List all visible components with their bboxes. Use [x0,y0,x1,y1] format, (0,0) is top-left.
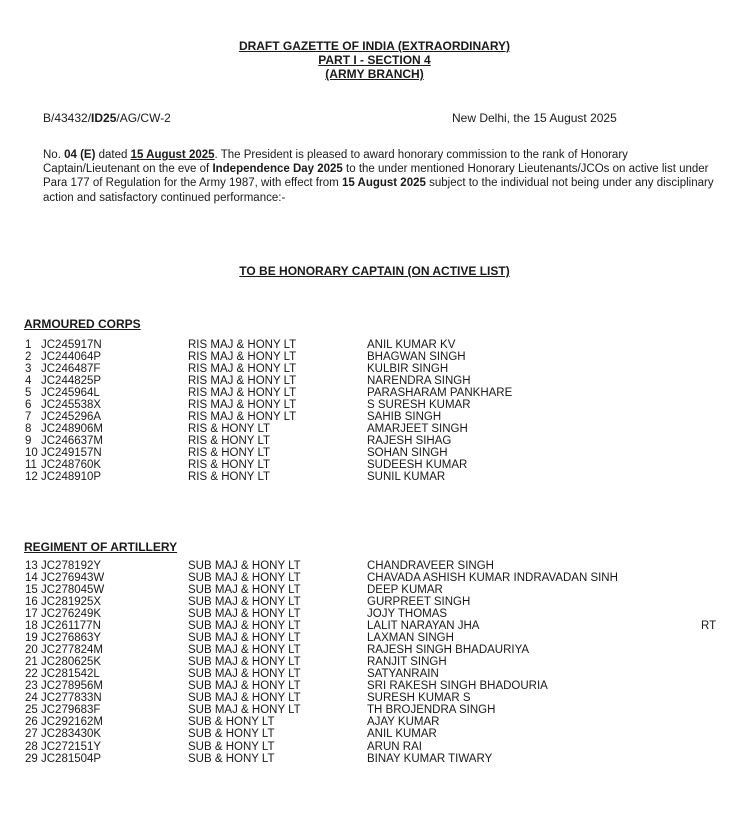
remark: RT [701,620,717,633]
serial-number: 10 [25,447,38,460]
rank: RIS & HONY LT [188,447,271,460]
rank: RIS MAJ & HONY LT [188,375,297,388]
personal-number: JC244064P [41,351,102,363]
serial-number: 21 [25,656,38,669]
personal-number: JC245917N [41,339,102,351]
serial-number: 12 [25,471,38,484]
personal-number: JC276943W [41,572,105,584]
rank: SUB MAJ & HONY LT [188,620,301,633]
gazette-title: DRAFT GAZETTE OF INDIA (EXTRAORDINARY) [238,39,511,53]
personal-number: JC281542L [41,668,100,681]
personal-number: JC280625K [41,656,102,669]
serial-number: 5 [25,387,32,400]
person-name: BHAGWAN SINGH [367,351,466,363]
serial-number: 1 [25,339,32,351]
personal-number: JC248906M [41,423,104,436]
personal-number: JC248910P [41,471,102,484]
personal-number: JC246637M [41,435,104,448]
personal-number: JC279683F [41,704,101,717]
section-heading: ARMOURED CORPS [24,317,141,331]
person-name: SUNIL KUMAR [367,471,446,484]
rank: RIS MAJ & HONY LT [188,399,297,412]
person-name: SRI RAKESH SINGH BHADOURIA [367,680,548,693]
person-name: SUDEESH KUMAR [367,459,468,472]
person-name: JOJY THOMAS [367,608,448,621]
personal-number: JC278045W [41,584,105,597]
person-name: SURESH KUMAR S [367,692,471,705]
rank: RIS & HONY LT [188,435,271,448]
personal-number: JC244825P [41,375,102,388]
serial-number: 24 [25,692,38,705]
rank: RIS MAJ & HONY LT [188,387,297,400]
serial-number: 8 [25,423,32,436]
gazette-part: PART I - SECTION 4 [318,53,431,67]
person-name: RAJESH SINGH BHADAURIYA [367,644,530,657]
serial-number: 29 [25,752,38,765]
person-name: DEEP KUMAR [367,584,443,597]
person-name: GURPREET SINGH [367,596,471,609]
personal-number: JC245296A [41,411,102,424]
reference-number: B/43432/ID25/AG/CW-2 [43,111,171,125]
serial-number: 6 [25,399,32,412]
personal-number: JC245538X [41,399,102,412]
serial-number: 4 [25,375,32,388]
serial-number: 7 [25,411,32,424]
personal-number: JC272151Y [41,740,102,753]
rank: RIS MAJ & HONY LT [188,339,297,351]
serial-number: 2 [25,351,32,363]
serial-number: 28 [25,740,38,753]
person-name: AMARJEET SINGH [367,423,468,436]
rank: SUB MAJ & HONY LT [188,584,301,597]
rank: SUB MAJ & HONY LT [188,596,301,609]
serial-number: 25 [25,704,38,717]
person-name: SATYANRAIN [367,668,439,681]
serial-number: 27 [25,728,38,741]
serial-number: 22 [25,668,38,681]
serial-number: 13 [25,560,38,572]
serial-number: 17 [25,608,38,621]
rank: SUB & HONY LT [188,716,275,729]
person-name: TH BROJENDRA SINGH [367,704,496,717]
person-name: AJAY KUMAR [367,716,440,729]
person-name: SAHIB SINGH [367,411,442,424]
rank: SUB MAJ & HONY LT [188,644,301,657]
personal-number: JC276249K [41,608,102,621]
rank: SUB MAJ & HONY LT [188,608,301,621]
person-name: CHAVADA ASHISH KUMAR INDRAVADAN SINH [367,572,618,584]
person-name: PARASHARAM PANKHARE [367,387,513,400]
personal-number: JC278192Y [41,560,102,572]
personal-number: JC261177N [41,620,101,633]
personal-number: JC277833N [41,692,102,705]
personal-number: JC281925X [41,596,102,609]
personal-number: JC277824M [41,644,104,657]
serial-number: 11 [25,459,37,472]
person-name: BINAY KUMAR TIWARY [367,752,493,765]
person-name: ANIL KUMAR KV [367,339,456,351]
personal-number: JC281504P [41,752,102,765]
person-name: S SURESH KUMAR [367,399,471,412]
personal-number: JC246487F [41,363,101,376]
serial-number: 26 [25,716,38,729]
person-name: KULBIR SINGH [367,363,449,376]
rank: RIS & HONY LT [188,471,271,484]
personal-number: JC248760K [41,459,102,472]
personal-number: JC278956M [41,680,104,693]
rank: SUB MAJ & HONY LT [188,680,301,693]
personal-number: JC276863Y [41,632,102,645]
personal-number: JC292162M [41,716,104,729]
rank: RIS MAJ & HONY LT [188,363,297,376]
rank: RIS & HONY LT [188,423,271,436]
serial-number: 9 [25,435,32,448]
gazette-branch: (ARMY BRANCH) [325,67,424,81]
serial-number: 23 [25,680,38,693]
person-name: ARUN RAI [367,740,422,753]
rank: SUB & HONY LT [188,728,275,741]
person-name: LAXMAN SINGH [367,632,454,645]
subheading: TO BE HONORARY CAPTAIN (ON ACTIVE LIST) [239,264,510,278]
serial-number: 3 [25,363,32,376]
rank: RIS & HONY LT [188,459,271,472]
person-name: LALIT NARAYAN JHA [367,620,480,633]
serial-number: 16 [25,596,38,609]
rank: SUB MAJ & HONY LT [188,692,301,705]
rank: SUB MAJ & HONY LT [188,572,301,584]
dateline: New Delhi, the 15 August 2025 [452,111,617,125]
person-name: SOHAN SINGH [367,447,448,460]
personal-number: JC249157N [41,447,102,460]
rank: SUB MAJ & HONY LT [188,704,301,717]
person-name: RAJESH SIHAG [367,435,452,448]
person-name: RANJIT SINGH [367,656,447,669]
person-name: CHANDRAVEER SINGH [367,560,494,572]
serial-number: 15 [25,584,38,597]
rank: SUB MAJ & HONY LT [188,656,301,669]
rank: RIS MAJ & HONY LT [188,351,297,363]
person-name: NARENDRA SINGH [367,375,471,388]
serial-number: 19 [25,632,38,645]
rank: SUB MAJ & HONY LT [188,632,301,645]
serial-number: 20 [25,644,38,657]
serial-number: 14 [25,572,38,584]
rank: SUB MAJ & HONY LT [188,560,301,572]
rank: SUB & HONY LT [188,752,275,765]
rank: SUB MAJ & HONY LT [188,668,301,681]
personal-number: JC283430K [41,728,102,741]
rank: RIS MAJ & HONY LT [188,411,297,424]
personal-number: JC245964L [41,387,100,400]
notice-paragraph: No. 04 (E) dated 15 August 2025. The President is pleased to award honorary commission to the rank of Honorary Captain/Lieutenant on the eve of Independence Day 2025 to the under mentioned Honorary Lieutenants/JCOs on active list under Para 177 of Regulation for the Army 1987, with effect from 15 August 2025 subject to the individual not being under any disciplinary action and satisfactory continued performance:- [43,149,714,204]
person-name: ANIL KUMAR [367,728,437,741]
section-heading: REGIMENT OF ARTILLERY [24,540,178,554]
rank: SUB & HONY LT [188,740,275,753]
serial-number: 18 [25,620,38,633]
